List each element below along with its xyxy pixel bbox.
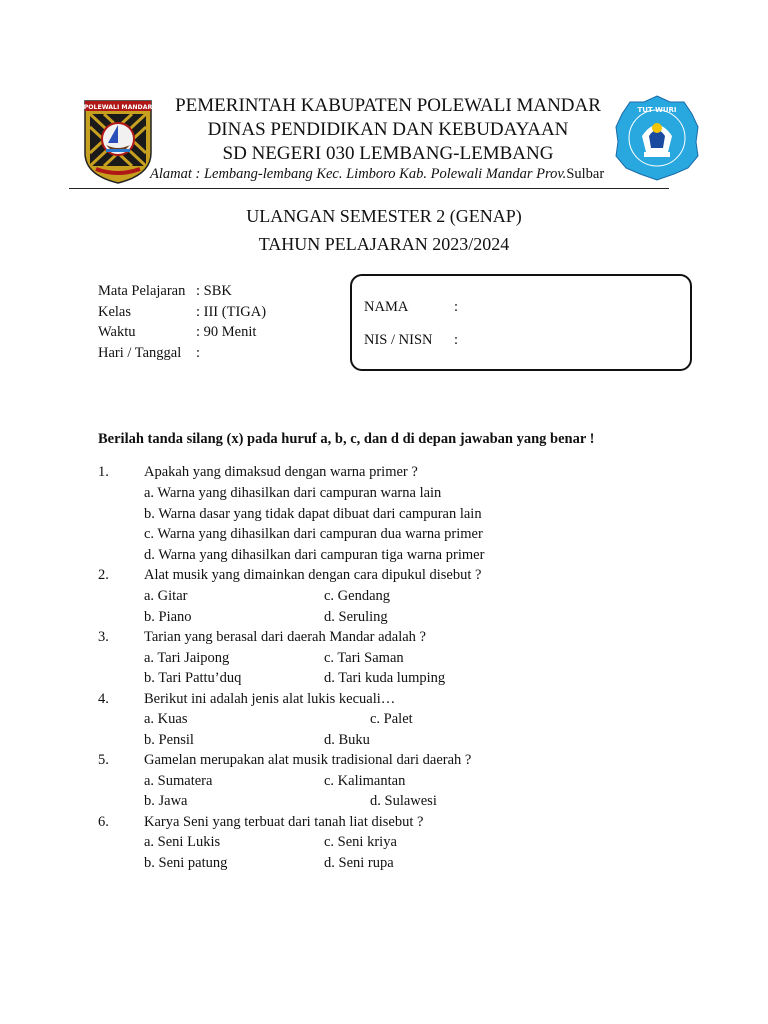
info-value-date: :: [196, 344, 201, 361]
nis-label: NIS / NISN: [364, 332, 433, 348]
svg-text:POLEWALI MANDAR: POLEWALI MANDAR: [83, 104, 153, 111]
exam-title: ULANGAN SEMESTER 2 (GENAP): [246, 206, 522, 226]
question-text: Apakah yang dimaksud dengan warna primer ?: [144, 464, 418, 480]
answer-option[interactable]: d. Seruling: [324, 609, 388, 625]
question-text: Gamelan merupakan alat musik tradisional dari daerah ?: [144, 752, 472, 768]
answer-option[interactable]: d. Sulawesi: [370, 793, 437, 809]
nis-field[interactable]: :: [454, 332, 459, 348]
student-identity-box: [350, 274, 692, 371]
address-italic: Alamat : Lembang-lembang Kec. Limboro Kab. Polewali Mandar Prov.: [150, 166, 567, 182]
answer-option[interactable]: c. Palet: [370, 711, 413, 727]
answer-option[interactable]: b. Jawa: [144, 793, 188, 809]
header-department: DINAS PENDIDIKAN DAN KEBUDAYAAN: [207, 119, 569, 140]
logo-motto-text: TUT WURI: [637, 106, 677, 114]
question-number: 5.: [98, 752, 109, 768]
answer-option[interactable]: c. Gendang: [324, 588, 391, 604]
answer-option[interactable]: d. Warna yang dihasilkan dari campuran tiga warna primer: [144, 547, 485, 563]
question-text: Karya Seni yang terbuat dari tanah liat disebut ?: [144, 814, 424, 830]
answer-option[interactable]: d. Tari kuda lumping: [324, 670, 446, 686]
answer-option[interactable]: b. Seni patung: [144, 855, 228, 871]
academic-year: TAHUN PELAJARAN 2023/2024: [258, 234, 510, 254]
info-label-time: Waktu: [98, 324, 136, 340]
header-government: PEMERINTAH KABUPATEN POLEWALI MANDAR: [175, 95, 601, 116]
answer-option[interactable]: c. Tari Saman: [324, 650, 404, 666]
address-province: Sulbar: [566, 166, 605, 182]
question-number: 2.: [98, 567, 109, 583]
info-label-subject: Mata Pelajaran: [98, 283, 186, 299]
instruction-text: Berilah tanda silang (x) pada huruf a, b, c, dan d di depan jawaban yang benar !: [98, 431, 595, 447]
answer-option[interactable]: a. Sumatera: [144, 773, 213, 789]
answer-option[interactable]: c. Seni kriya: [324, 834, 397, 850]
answer-option[interactable]: b. Pensil: [144, 732, 194, 748]
question-number: 6.: [98, 814, 109, 830]
info-label-date: Hari / Tanggal: [98, 344, 182, 361]
question-number: 4.: [98, 691, 109, 707]
question-number: 3.: [98, 629, 109, 645]
exam-info-values: [196, 281, 266, 363]
question-number: 1.: [98, 464, 109, 480]
name-label: NAMA: [364, 299, 409, 315]
tut-wuri-handayani-logo: [614, 94, 700, 182]
answer-option[interactable]: a. Warna yang dihasilkan dari campuran warna lain: [144, 485, 442, 501]
answer-option[interactable]: b. Warna dasar yang tidak dapat dibuat dari campuran lain: [144, 506, 482, 522]
header-divider: [69, 188, 669, 189]
exam-info-labels: [98, 281, 185, 363]
answer-option[interactable]: b. Tari Pattu’duq: [144, 670, 242, 686]
header-school: SD NEGERI 030 LEMBANG-LEMBANG: [222, 143, 554, 164]
answer-option[interactable]: d. Seni rupa: [324, 855, 394, 871]
answer-option[interactable]: c. Warna yang dihasilkan dari campuran dua warna primer: [144, 526, 483, 542]
name-field[interactable]: :: [454, 299, 459, 315]
answer-option[interactable]: a. Gitar: [144, 588, 188, 604]
answer-option[interactable]: a. Seni Lukis: [144, 834, 221, 850]
answer-option[interactable]: c. Kalimantan: [324, 773, 406, 789]
answer-option[interactable]: a. Kuas: [144, 711, 188, 727]
info-value-class: : III (TIGA): [196, 303, 267, 320]
answer-option[interactable]: d. Buku: [324, 732, 370, 748]
school-address: [150, 165, 604, 183]
question-text: Alat musik yang dimainkan dengan cara dipukul disebut ?: [144, 567, 482, 583]
answer-option[interactable]: a. Tari Jaipong: [144, 650, 230, 666]
info-label-class: Kelas: [98, 303, 132, 320]
info-value-time: : 90 Menit: [196, 324, 257, 340]
question-text: Berikut ini adalah jenis alat lukis kecuali…: [144, 691, 396, 707]
info-value-subject: : SBK: [196, 283, 232, 299]
polewali-mandar-logo: [82, 97, 154, 185]
answer-option[interactable]: b. Piano: [144, 609, 192, 625]
question-text: Tarian yang berasal dari daerah Mandar adalah ?: [144, 629, 426, 645]
